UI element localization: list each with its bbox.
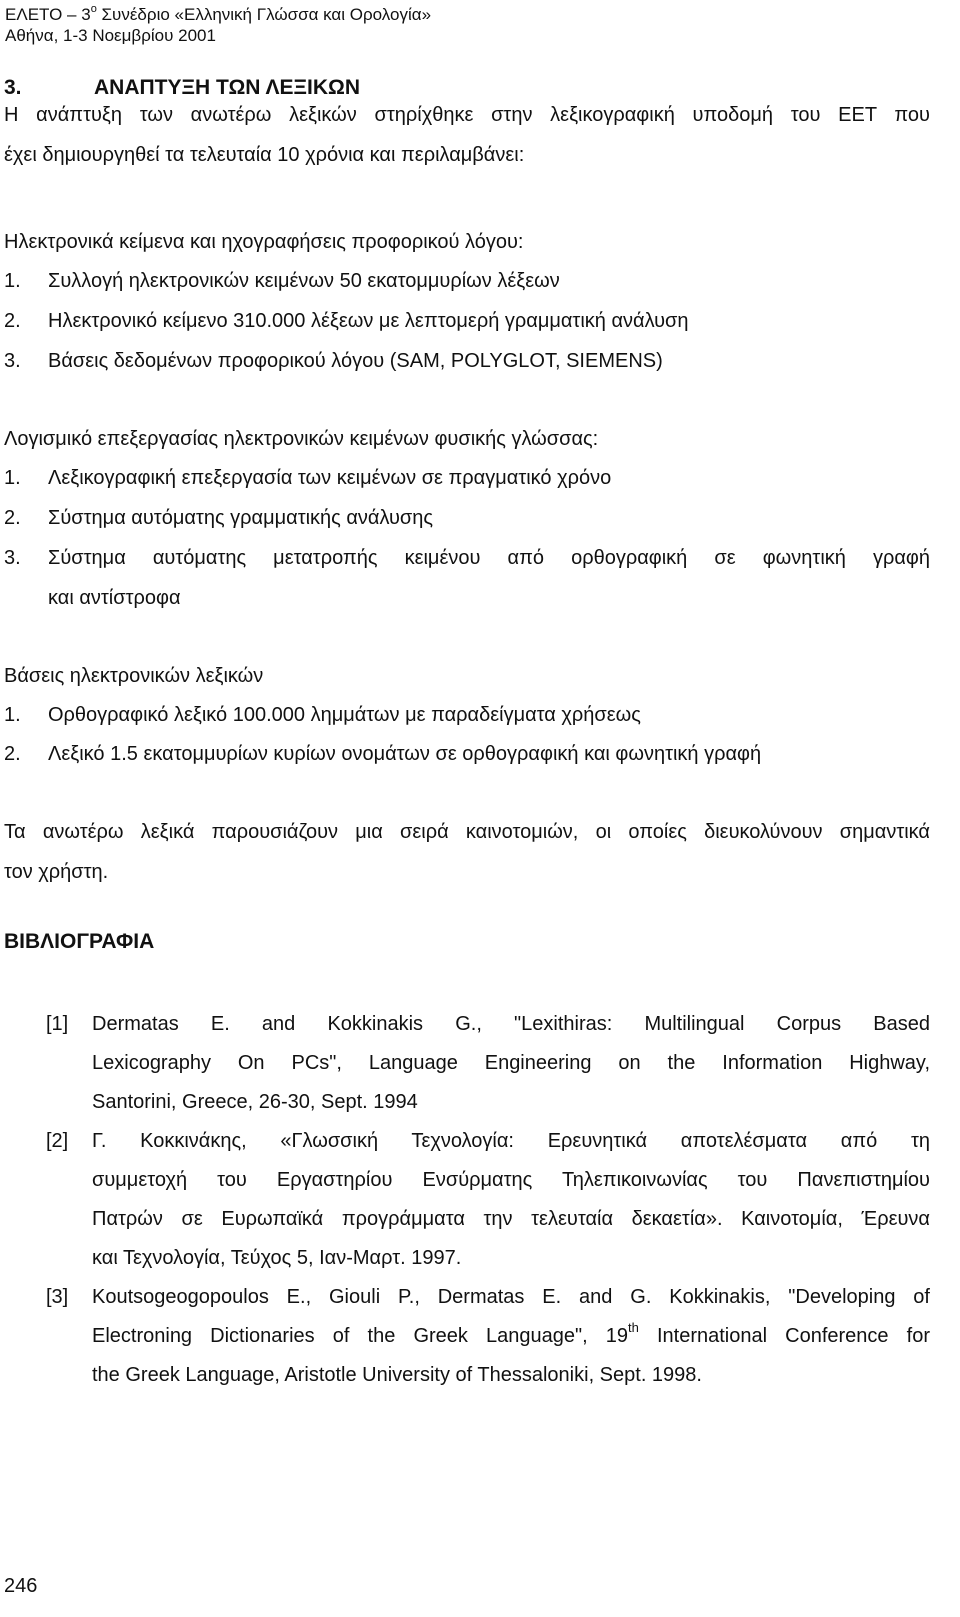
list-item: 2. Σύστημα αυτόματης γραμματικής ανάλυσης bbox=[4, 507, 434, 529]
reference-item: [2] Γ. Κοκκινάκης, «Γλωσσική Τεχνολογία: Ερευνητικά αποτελέσματα από τη συμμετοχή του Εργαστηρίου Ενσύρματης Τηλεπικοινωνίας του Πανεπιστημίου Πατρών σε Ευρωπαϊκά προγράμματα την τελευταία δεκαετία». Καινοτομία, Έρευνα και Τεχνολογία, Τεύχος 5, Ιαν-Μαρτ. 1997. bbox=[46, 1122, 930, 1278]
list-item: 2. Ηλεκτρονικό κείμενο 310.000 λέξεων με λεπτομερή γραμματική ανάλυση bbox=[4, 310, 689, 332]
running-header bbox=[5, 4, 431, 46]
reference-item: [3] Koutsogeogopoulos E., Giouli P., Dermatas E. and G. Kokkinakis, "Developing of Electroning Dictionaries of the Greek Language", 19th International Conference for the Greek Language, Aristotle University of Thessaloniki, Sept. 1998. bbox=[46, 1278, 930, 1395]
page-number: 246 bbox=[4, 1575, 38, 1597]
list-item: 1. Λεξικογραφική επεξεργασία των κειμένων σε πραγματικό χρόνο bbox=[4, 467, 612, 489]
reference-number: [2] bbox=[46, 1130, 69, 1152]
list-item: 2. Λεξικό 1.5 εκατομμυρίων κυρίων ονομάτων σε ορθογραφική και φωνητική γραφή bbox=[4, 743, 762, 765]
intro-paragraph: Η ανάπτυξη των ανωτέρω λεξικών στηρίχθηκε στην λεξικογραφική υποδομή του ΕΕΤ που έχει δημιουργηθεί τα τελευταία 10 χρόνια και περιλαμβάνει: bbox=[4, 104, 930, 166]
group-heading-corpora: Ηλεκτρονικά κείμενα και ηχογραφήσεις προφορικού λόγου: bbox=[4, 231, 524, 253]
closing-paragraph: Τα ανωτέρω λεξικά παρουσιάζουν μια σειρά καινοτομιών, οι οποίες διευκολύνουν σημαντικά τον χρήστη. bbox=[4, 821, 930, 883]
header-date-place: Αθήνα, 1-3 Νοεμβρίου 2001 bbox=[5, 26, 216, 45]
ordinal-sup: th bbox=[628, 1320, 639, 1336]
group-heading-software: Λογισμικό επεξεργασίας ηλεκτρονικών κειμένων φυσικής γλώσσας: bbox=[4, 428, 599, 450]
list-item: 3. Σύστημα αυτόματης μετατροπής κειμένου από ορθογραφική σε φωνητική γραφή και αντίστροφα bbox=[4, 547, 930, 609]
section-title: ΑΝΑΠΤΥΞΗ ΤΩΝ ΛΕΞΙΚΩΝ bbox=[94, 76, 361, 99]
reference-number: [1] bbox=[46, 1013, 69, 1035]
header-ordinal-sup: ο bbox=[90, 3, 97, 16]
reference-number: [3] bbox=[46, 1286, 69, 1308]
section-number: 3. bbox=[4, 76, 22, 99]
bibliography-heading: ΒΙΒΛΙΟΓΡΑΦΙΑ bbox=[4, 930, 155, 953]
list-item: 1. Συλλογή ηλεκτρονικών κειμένων 50 εκατομμυρίων λέξεων bbox=[4, 270, 560, 292]
header-conference: ΕΛΕΤΟ – $3^o$ Συνέδριο «Ελληνική Γλώσσα και Ορολογία» bbox=[5, 3, 432, 24]
group-heading-lexicons: Βάσεις ηλεκτρονικών λεξικών bbox=[4, 665, 264, 687]
reference-item: [1] Dermatas E. and Kokkinakis G., "Lexithiras: Multilingual Corpus Based Lexicography On PCs", Language Engineering on the Information Highway, Santorini, Greece, 26-30, Sept. 1994 bbox=[46, 1005, 930, 1122]
list-item: 1. Ορθογραφικό λεξικό 100.000 λημμάτων με παραδείγματα χρήσεως bbox=[4, 704, 641, 726]
list-item: 3. Βάσεις δεδομένων προφορικού λόγου (SAM, POLYGLOT, SIEMENS) bbox=[4, 350, 663, 372]
